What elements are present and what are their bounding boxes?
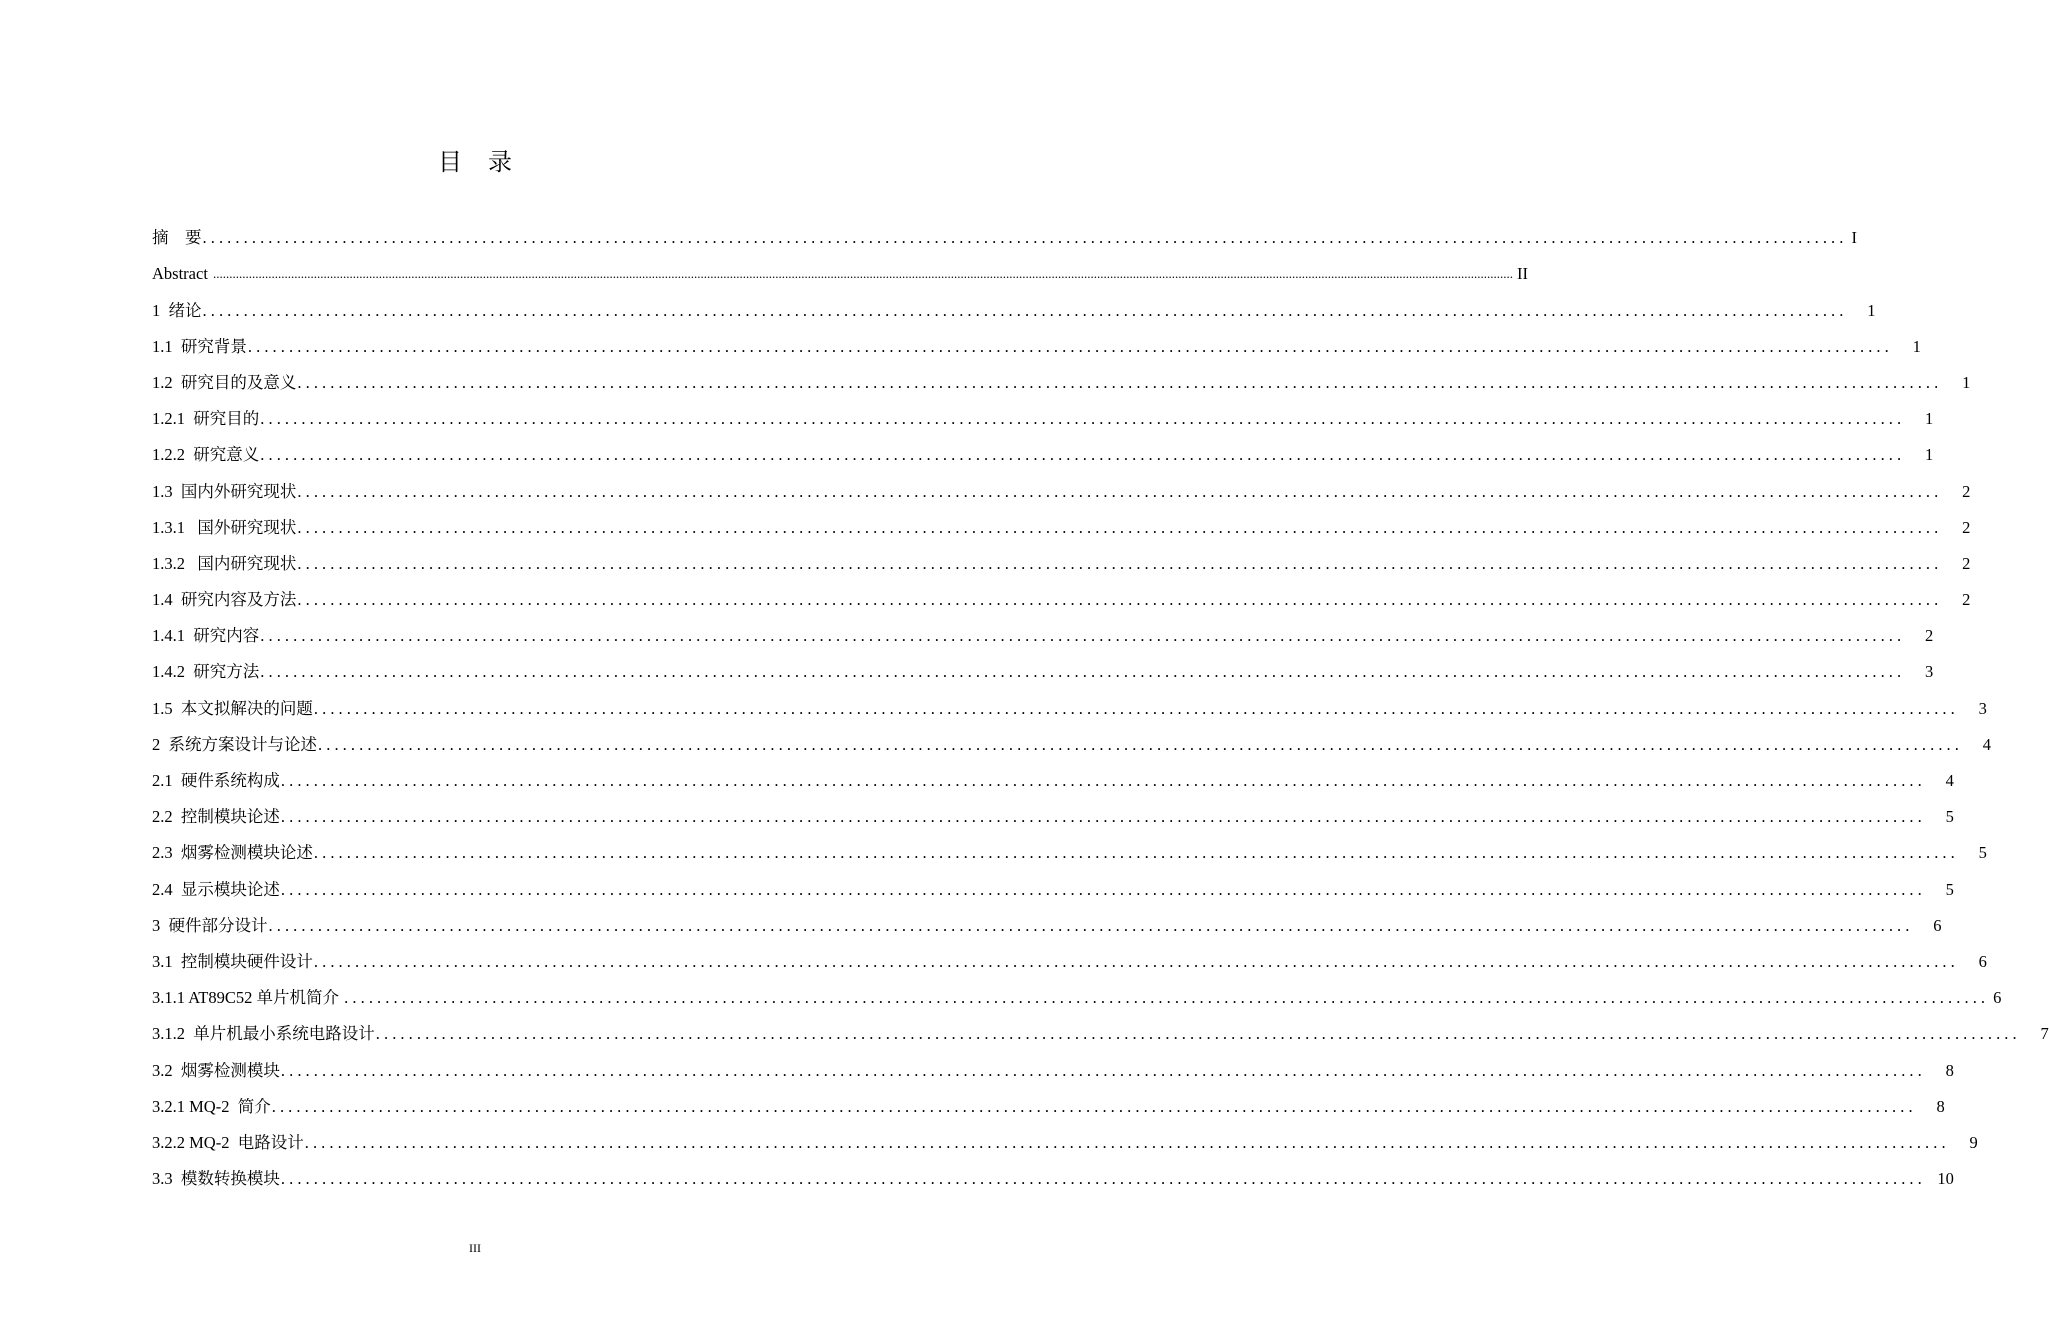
toc-entry-title: 1.2 研究目的及意义 <box>152 372 297 392</box>
toc-entry[interactable] <box>152 1008 2049 1044</box>
toc-entry-page: 3 <box>1978 698 1987 718</box>
toc-leader-dots: ........................................................................................................................................................................................................ <box>268 915 1914 935</box>
toc-entry-title: 3 硬件部分设计 <box>152 915 268 935</box>
toc-leader-dots: ........................................................................................................................................................................................................ <box>313 843 1959 863</box>
toc-entry-page: 8 <box>1945 1060 1954 1080</box>
toc-entry[interactable] <box>152 284 1876 320</box>
toc-entry-page: 2 <box>1962 590 1971 610</box>
toc-entry[interactable] <box>152 502 1971 538</box>
toc-entry[interactable] <box>152 1081 1945 1117</box>
toc-entry[interactable] <box>152 321 1921 357</box>
toc-entry[interactable] <box>152 900 1942 936</box>
toc-entry-page: I <box>1851 228 1857 248</box>
toc-entry-title: 3.1.2 单片机最小系统电路设计 <box>152 1024 375 1044</box>
toc-entry[interactable] <box>152 357 1971 393</box>
toc-entry-page: 1 <box>1867 300 1876 320</box>
toc-entry[interactable] <box>152 538 1971 574</box>
toc-leader-dots: ........................................................................................................................................................................................................ <box>280 771 1926 790</box>
toc-entry-title: 1 绪论 <box>152 300 202 320</box>
toc-entry[interactable] <box>152 682 1987 718</box>
toc-entry-title: 3.2 烟雾检测模块 <box>152 1060 280 1080</box>
toc-entry-page: 9 <box>1969 1132 1978 1152</box>
toc-entry-title: 1.5 本文拟解决的问题 <box>152 698 313 718</box>
toc-entry[interactable] <box>152 429 1934 465</box>
toc-entry[interactable] <box>152 827 1987 863</box>
toc-entry-page: 1 <box>1925 409 1934 429</box>
toc-entry-page: 3 <box>1925 662 1934 682</box>
toc-leader-dots: ........................................................................................................................................................................................................ <box>260 626 1906 646</box>
toc-entry-title: 1.4 研究内容及方法 <box>152 590 297 610</box>
toc-leader-dots: ........................................................................................................................................................................................................ <box>280 879 1926 899</box>
toc-entry-title: 3.2.2 MQ-2 电路设计 <box>152 1132 304 1152</box>
toc-entry-title: 2.4 显示模块论述 <box>152 879 280 899</box>
toc-leader-dots: ........................................................................................................................................................................................................ <box>280 1169 1926 1189</box>
toc-entry-page: 8 <box>1936 1096 1945 1116</box>
toc-entry-title: 1.4.2 研究方法 <box>152 662 260 682</box>
toc-entry-page: 7 <box>2040 1024 2049 1044</box>
toc-entry-title: 3.1 控制模块硬件设计 <box>152 951 313 971</box>
toc-entry[interactable] <box>152 646 1934 682</box>
toc-entry[interactable] <box>152 972 2002 1008</box>
toc-entry-title: 1.2.2 研究意义 <box>152 445 260 465</box>
toc-leader-dots: ........................................................................................................................................................................................................ <box>304 1132 1950 1152</box>
toc-entry-title: 2.1 硬件系统构成 <box>152 771 280 790</box>
toc-leader-dots: ........................................................................................................................................................................................................ <box>271 1096 1917 1116</box>
toc-entry-page: 1 <box>1925 445 1934 465</box>
toc-entry[interactable] <box>152 936 1987 972</box>
toc-entry-title: 3.2.1 MQ-2 简介 <box>152 1096 271 1116</box>
toc-leader-dots: ........................................................................................................................................................................................................ <box>297 553 1943 573</box>
page-title <box>0 148 950 178</box>
toc-leader-dots: ........................................................................................................................................................................................................ <box>375 1024 2021 1044</box>
toc-leader-dots: ........................................................................................................................................................................................................ <box>260 662 1906 682</box>
toc-leader-dots: ........................................................................................................................................................................................................ <box>313 698 1959 718</box>
toc-leader-dots: ........................................................................................................................................................................................................ <box>297 590 1943 610</box>
toc-entry-title: 3.3 模数转换模块 <box>152 1169 280 1189</box>
toc-entry-title: 摘 要 <box>152 228 202 248</box>
toc-leader-dots: ........................................................................................................................................................................................................ <box>260 445 1906 465</box>
toc-leader-dots: ........................................................................................................................................................................................................ <box>297 517 1943 537</box>
toc-entry-page: 5 <box>1978 843 1987 863</box>
toc-entry-page: 1 <box>1912 336 1921 356</box>
toc-entry-page: 10 <box>1937 1169 1954 1189</box>
toc-entry-page: 6 <box>1993 988 2002 1008</box>
toc-entry[interactable] <box>152 791 1954 827</box>
toc-leader-dots: ........................................................................................................................................................................................................ <box>297 372 1943 392</box>
toc-entry[interactable] <box>152 212 1857 248</box>
toc-entry-title: 3.1.1 AT89C52 单片机简介 <box>152 988 344 1008</box>
toc-leader-dots: ........................................................................................................................................................................................................ <box>344 988 1990 1008</box>
toc-entry-page: 5 <box>1945 807 1954 827</box>
toc-entry-title: 1.2.1 研究目的 <box>152 409 260 429</box>
toc-entry-page: 2 <box>1962 553 1971 573</box>
toc-entry[interactable] <box>152 755 1954 791</box>
toc-entry-page: 4 <box>1945 771 1954 790</box>
toc-entry-page: 6 <box>1933 915 1942 935</box>
toc-entry-page: II <box>1517 264 1529 284</box>
toc-leader-dots: ........................................................................................................................................................................................................ <box>280 1060 1926 1080</box>
toc-leader-dots: ........................................................................................................................................................................................................ <box>247 336 1893 356</box>
toc-entry-title: 1.3.1 国外研究现状 <box>152 517 297 537</box>
toc-entry-page: 2 <box>1962 517 1971 537</box>
toc-entry-title: 1.3.2 国内研究现状 <box>152 553 297 573</box>
toc-leader-dots: ........................................................................................................................................................................................................ <box>313 951 1959 971</box>
toc-leader-dots: ........................................................................................................................................................................................................ <box>280 807 1926 827</box>
toc-entry-page: 4 <box>1982 734 1991 754</box>
toc-entry[interactable] <box>152 610 1934 646</box>
toc-entry-page: 1 <box>1962 372 1971 392</box>
toc-entry[interactable] <box>152 248 1529 284</box>
toc-entry[interactable] <box>152 574 1971 610</box>
toc-entry[interactable] <box>152 393 1934 429</box>
page-title-char-2: 录 <box>488 150 512 176</box>
toc-entry-title: Abstract <box>152 264 213 284</box>
toc-entry-title: 2 系统方案设计与论述 <box>152 734 317 754</box>
toc-leader-dots: ........................................................................................................................................................................................................ <box>202 228 1848 248</box>
toc-leader-dots: ........................................................................................................................................................................................................ <box>260 409 1906 429</box>
toc-leader-dots: ........................................................................................................................................................................................................ <box>202 300 1848 320</box>
toc-entry[interactable] <box>152 1117 1978 1153</box>
toc-entry-title: 1.4.1 研究内容 <box>152 626 260 646</box>
toc-entry-page: 2 <box>1925 626 1934 646</box>
table-of-contents <box>152 212 2049 1189</box>
page-title-char-1: 目 <box>438 150 462 176</box>
toc-leader-dots: ........................................................................................................................................................................................................ <box>318 734 1963 754</box>
toc-entry[interactable] <box>152 719 1991 755</box>
toc-entry[interactable] <box>152 1044 1954 1080</box>
toc-entry[interactable] <box>152 465 1971 501</box>
toc-entry-title: 2.3 烟雾检测模块论述 <box>152 843 313 863</box>
toc-entry-title: 2.2 控制模块论述 <box>152 807 280 827</box>
toc-entry[interactable] <box>152 863 1954 899</box>
toc-entry-page: 6 <box>1978 951 1987 971</box>
toc-leader-dots: ................................................................................................................................................................................................................................................................................................................................................................................................................ <box>213 266 1514 282</box>
toc-entry-title: 1.1 研究背景 <box>152 336 247 356</box>
toc-entry[interactable] <box>152 1153 1954 1189</box>
toc-entry-page: 5 <box>1945 879 1954 899</box>
toc-leader-dots: ........................................................................................................................................................................................................ <box>297 481 1943 501</box>
toc-entry-title: 1.3 国内外研究现状 <box>152 481 297 501</box>
page-number: III <box>469 1241 481 1255</box>
toc-entry-page: 2 <box>1962 481 1971 501</box>
